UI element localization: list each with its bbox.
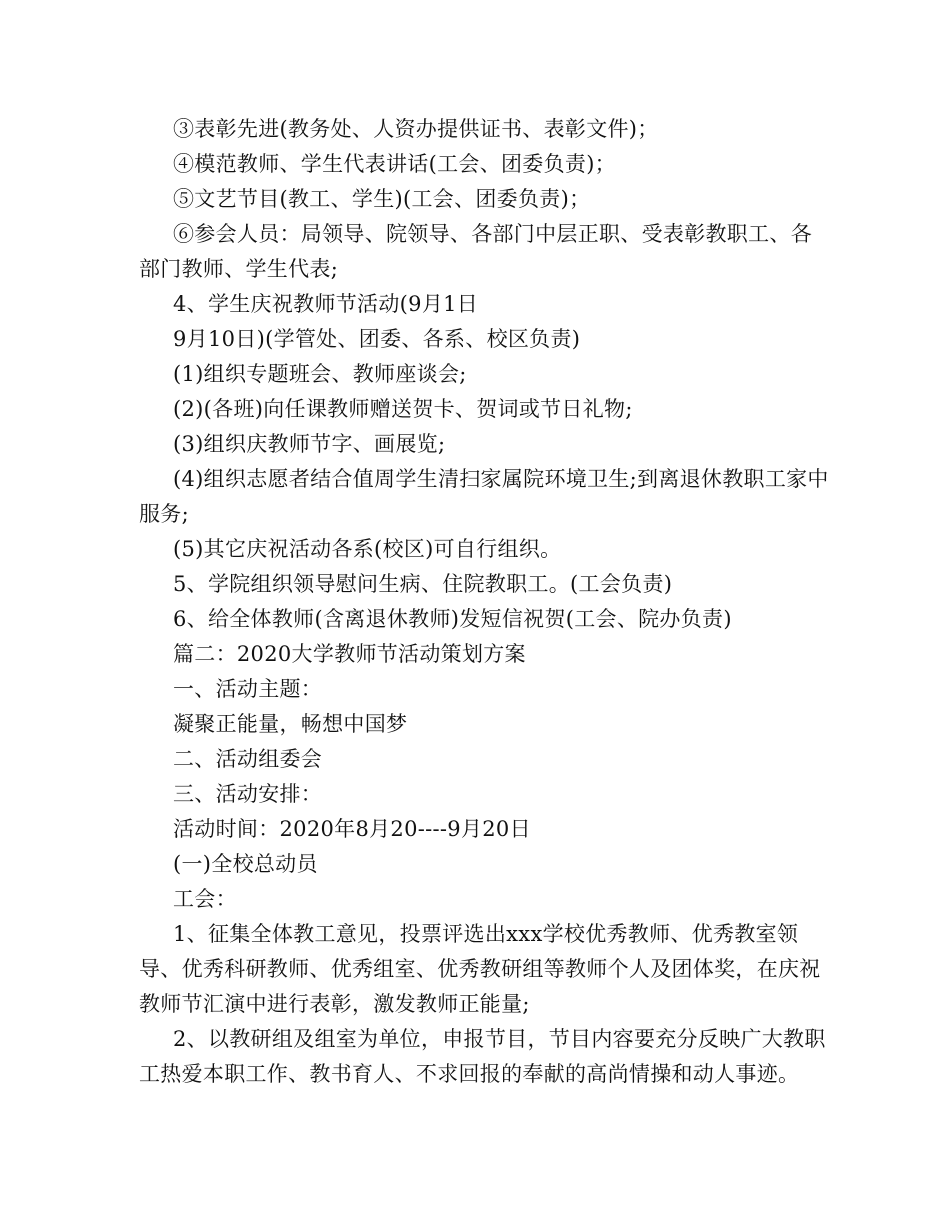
paragraph: 2、以教研组及组室为单位，申报节目，节目内容要充分反映广大教职工热爱本职工作、教书育人、不求回报的奉献的高尚情操和动人事迹。 — [139, 1027, 826, 1086]
paragraph: 工会： — [173, 887, 237, 911]
paragraph: 凝聚正能量，畅想中国梦 — [173, 712, 408, 736]
paragraph: (一)全校总动员 — [173, 852, 318, 876]
paragraph: 1、征集全体教工意见，投票评选出xxx学校优秀教师、优秀教室领导、优秀科研教师、优秀组室、优秀教研组等教师个人及团体奖，在庆祝教师节汇演中进行表彰，激发教师正能量; — [139, 922, 821, 1016]
paragraph: ③表彰先进(教务处、人资办提供证书、表彰文件)； — [173, 117, 659, 141]
paragraph: 4、学生庆祝教师节活动(9月1日 — [173, 292, 479, 316]
paragraph: 二、活动组委会 — [173, 747, 323, 771]
paragraph: 5、学院组织领导慰问生病、住院教职工。(工会负责) — [173, 572, 673, 596]
paragraph: (3)组织庆教师节字、画展览; — [173, 432, 446, 456]
paragraph: ④模范教师、学生代表讲话(工会、团委负责)； — [173, 152, 616, 176]
paragraph: (1)组织专题班会、教师座谈会; — [173, 362, 467, 386]
paragraph: ⑥参会人员：局领导、院领导、各部门中层正职、受表彰教职工、各部门教师、学生代表; — [139, 222, 812, 281]
paragraph: ⑤文艺节目(教工、学生)(工会、团委负责)； — [173, 187, 591, 211]
paragraph: (2)(各班)向任课教师赠送贺卡、贺词或节日礼物; — [173, 397, 633, 421]
paragraph: 一、活动主题： — [173, 677, 323, 701]
paragraph: 活动时间：2020年8月20----9月20日 — [173, 817, 531, 841]
paragraph: 9月10日)(学管处、团委、各系、校区负责) — [173, 327, 581, 351]
paragraph: (4)组织志愿者结合值周学生清扫家属院环境卫生;到离退休教职工家中服务; — [139, 467, 829, 526]
section-heading: 篇二：2020大学教师节活动策划方案 — [173, 642, 526, 666]
paragraph: 三、活动安排： — [173, 782, 323, 806]
document-body — [139, 112, 829, 1092]
paragraph: (5)其它庆祝活动各系(校区)可自行组织。 — [173, 537, 562, 561]
paragraph: 6、给全体教师(含离退休教师)发短信祝贺(工会、院办负责) — [173, 607, 732, 631]
